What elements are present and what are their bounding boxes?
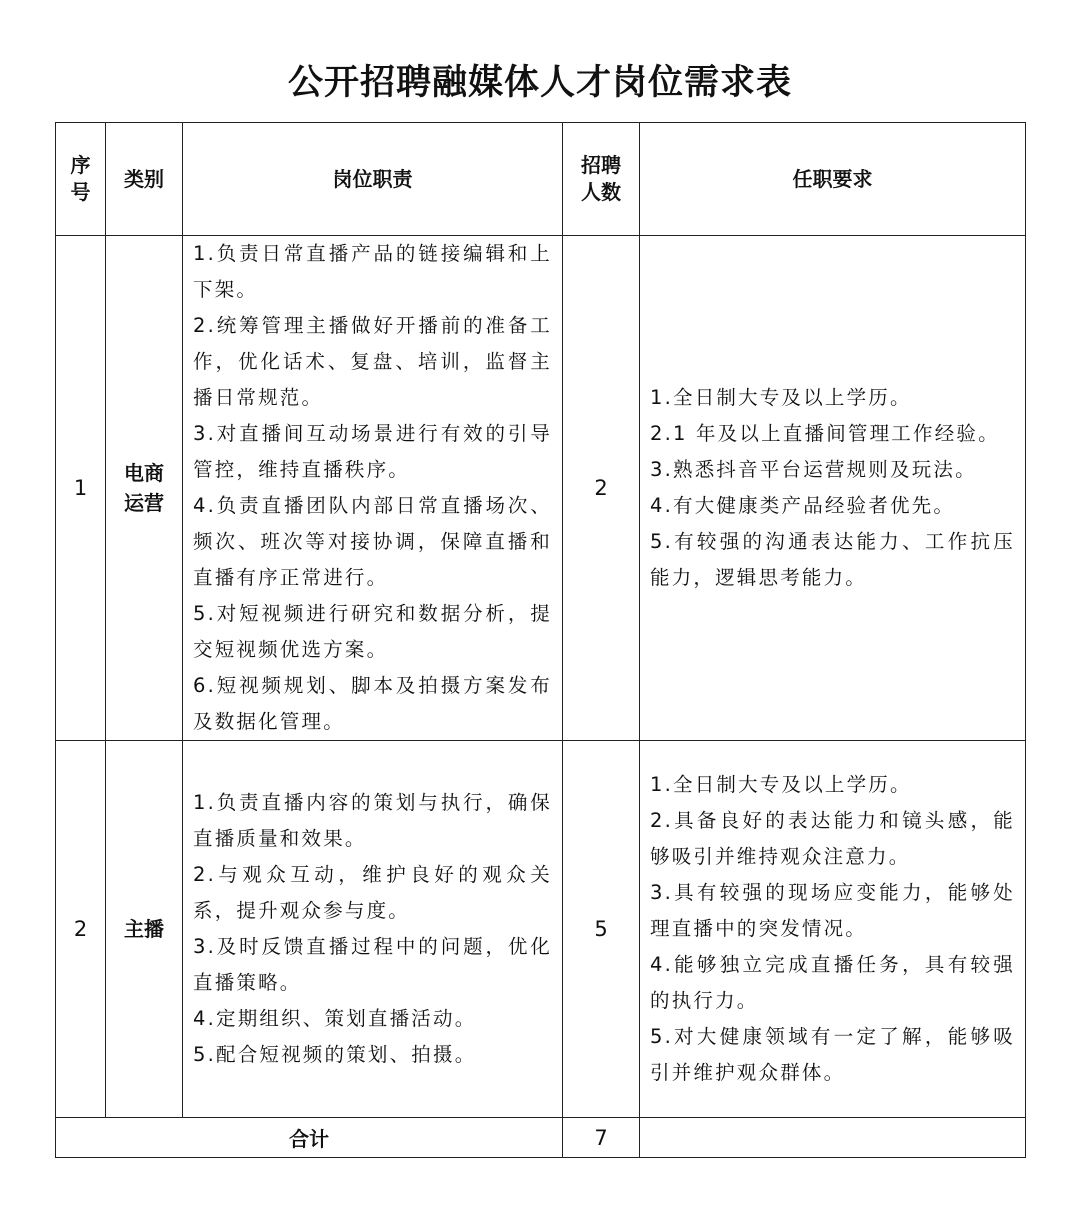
duties-cell bbox=[183, 236, 563, 741]
requirement-item: 2.具备良好的表达能力和镜头感，能够吸引并维持观众注意力。 bbox=[650, 809, 1015, 868]
duty-item: 1.负责日常直播产品的链接编辑和上下架。 bbox=[193, 242, 552, 301]
requirement-item: 5.有较强的沟通表达能力、工作抗压能力，逻辑思考能力。 bbox=[650, 530, 1015, 589]
requirement-item: 4.能够独立完成直播任务，具有较强的执行力。 bbox=[650, 953, 1015, 1012]
table-row bbox=[56, 741, 1026, 1118]
duty-item: 2.与观众互动，维护良好的观众关系，提升观众参与度。 bbox=[193, 863, 552, 922]
total-label: 合计 bbox=[56, 1118, 563, 1158]
header-requirements: 任职要求 bbox=[640, 123, 1026, 236]
duties-cell bbox=[183, 741, 563, 1118]
table-header-row bbox=[56, 123, 1026, 236]
total-row bbox=[56, 1118, 1026, 1158]
requirement-item: 5.对大健康领域有一定了解，能够吸引并维护观众群体。 bbox=[650, 1025, 1015, 1084]
row-category: 主播 bbox=[106, 741, 183, 1118]
duty-item: 5.配合短视频的策划、拍摄。 bbox=[193, 1043, 477, 1066]
duty-item: 1.负责直播内容的策划与执行，确保直播质量和效果。 bbox=[193, 791, 552, 850]
total-count: 7 bbox=[563, 1118, 640, 1158]
duty-item: 3.及时反馈直播过程中的问题，优化直播策略。 bbox=[193, 935, 552, 994]
requirements-cell bbox=[640, 741, 1026, 1118]
requirement-item: 4.有大健康类产品经验者优先。 bbox=[650, 494, 956, 517]
row-number: 2 bbox=[56, 741, 106, 1118]
header-no: 序号 bbox=[56, 123, 106, 236]
requirement-item: 1.全日制大专及以上学历。 bbox=[650, 386, 912, 409]
document-title: 公开招聘融媒体人才岗位需求表 bbox=[287, 63, 792, 103]
duty-item: 6.短视频规划、脚本及拍摄方案发布及数据化管理。 bbox=[193, 674, 552, 733]
requirement-item: 3.熟悉抖音平台运营规则及玩法。 bbox=[650, 458, 977, 481]
duty-item: 5.对短视频进行研究和数据分析，提交短视频优选方案。 bbox=[193, 602, 552, 661]
row-count: 5 bbox=[563, 741, 640, 1118]
row-count: 2 bbox=[563, 236, 640, 741]
duty-item: 4.负责直播团队内部日常直播场次、频次、班次等对接协调，保障直播和直播有序正常进行。 bbox=[193, 494, 552, 589]
requirement-item: 2.1 年及以上直播间管理工作经验。 bbox=[650, 422, 1000, 445]
requirement-item: 3.具有较强的现场应变能力，能够处理直播中的突发情况。 bbox=[650, 881, 1015, 940]
row-number: 1 bbox=[56, 236, 106, 741]
header-count: 招聘人数 bbox=[563, 123, 640, 236]
job-requirements-table bbox=[55, 122, 1026, 1158]
row-category: 电商运营 bbox=[106, 236, 183, 741]
total-empty-cell bbox=[640, 1118, 1026, 1158]
requirement-item: 1.全日制大专及以上学历。 bbox=[650, 773, 912, 796]
header-category: 类别 bbox=[106, 123, 183, 236]
table-row bbox=[56, 236, 1026, 741]
requirements-cell bbox=[640, 236, 1026, 741]
duty-item: 3.对直播间互动场景进行有效的引导管控，维持直播秩序。 bbox=[193, 422, 552, 481]
header-duties: 岗位职责 bbox=[183, 123, 563, 236]
duty-item: 4.定期组织、策划直播活动。 bbox=[193, 1007, 477, 1030]
duty-item: 2.统筹管理主播做好开播前的准备工作，优化话术、复盘、培训，监督主播日常规范。 bbox=[193, 314, 552, 409]
